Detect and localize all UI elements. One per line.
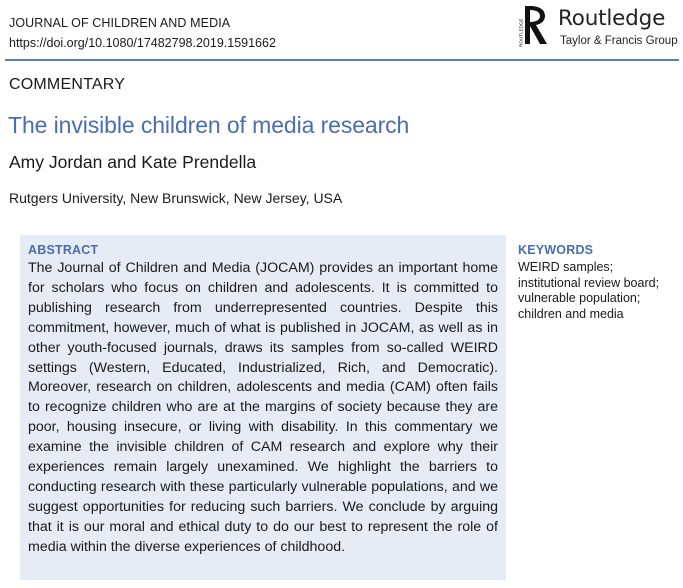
keywords-block: [518, 243, 678, 322]
doi-link[interactable]: https://doi.org/10.1080/17482798.2019.1591662: [9, 36, 276, 50]
publisher-side-text: ROUTLEDGE: [518, 18, 524, 47]
abstract-text: The Journal of Children and Media (JOCAM) provides an important home for scholars who focus on children and adolescents. It is committed to publishing research from underrepresented countries. Despite this commitment, however, much of what is published in JOCAM, as well as in other youth-focused journals, draws its samples from so-called WEIRD settings (Western, Educated, Industrialized, Rich, and Democratic). Moreover, research on children, adolescents and media (CAM) often fails to recognize children who are at the margins of society because they are poor, housing insecure, or living with disability. In this commentary we examine the invisible children of CAM research and explore why their experiences remain largely unexamined. We highlight the barriers to conducting research with these particularly vulnerable populations, and we suggest opportunities for reducing such barriers. We conclude by arguing that it is our moral and ethical duty to do our best to represent the role of media within the diverse experiences of childhood.: [28, 260, 498, 555]
keywords-heading: KEYWORDS: [518, 243, 594, 257]
publisher-block: [518, 4, 683, 50]
header-divider: [5, 59, 679, 61]
authors: Amy Jordan and Kate Prendella: [9, 152, 257, 172]
article-title: The invisible children of media research: [8, 112, 410, 138]
abstract-box: [20, 235, 506, 580]
abstract-heading: ABSTRACT: [28, 243, 99, 257]
publisher-group: Taylor & Francis Group: [560, 35, 678, 47]
publisher-name: Routledge: [558, 6, 666, 31]
keywords-text: WEIRD samples; institutional review board; vulnerable population; children and media: [518, 260, 660, 321]
journal-name: JOURNAL OF CHILDREN AND MEDIA: [9, 16, 231, 30]
affiliation: Rutgers University, New Brunswick, New Jersey, USA: [9, 190, 343, 206]
routledge-r-logo-icon: [518, 4, 552, 48]
section-label: COMMENTARY: [9, 76, 126, 93]
